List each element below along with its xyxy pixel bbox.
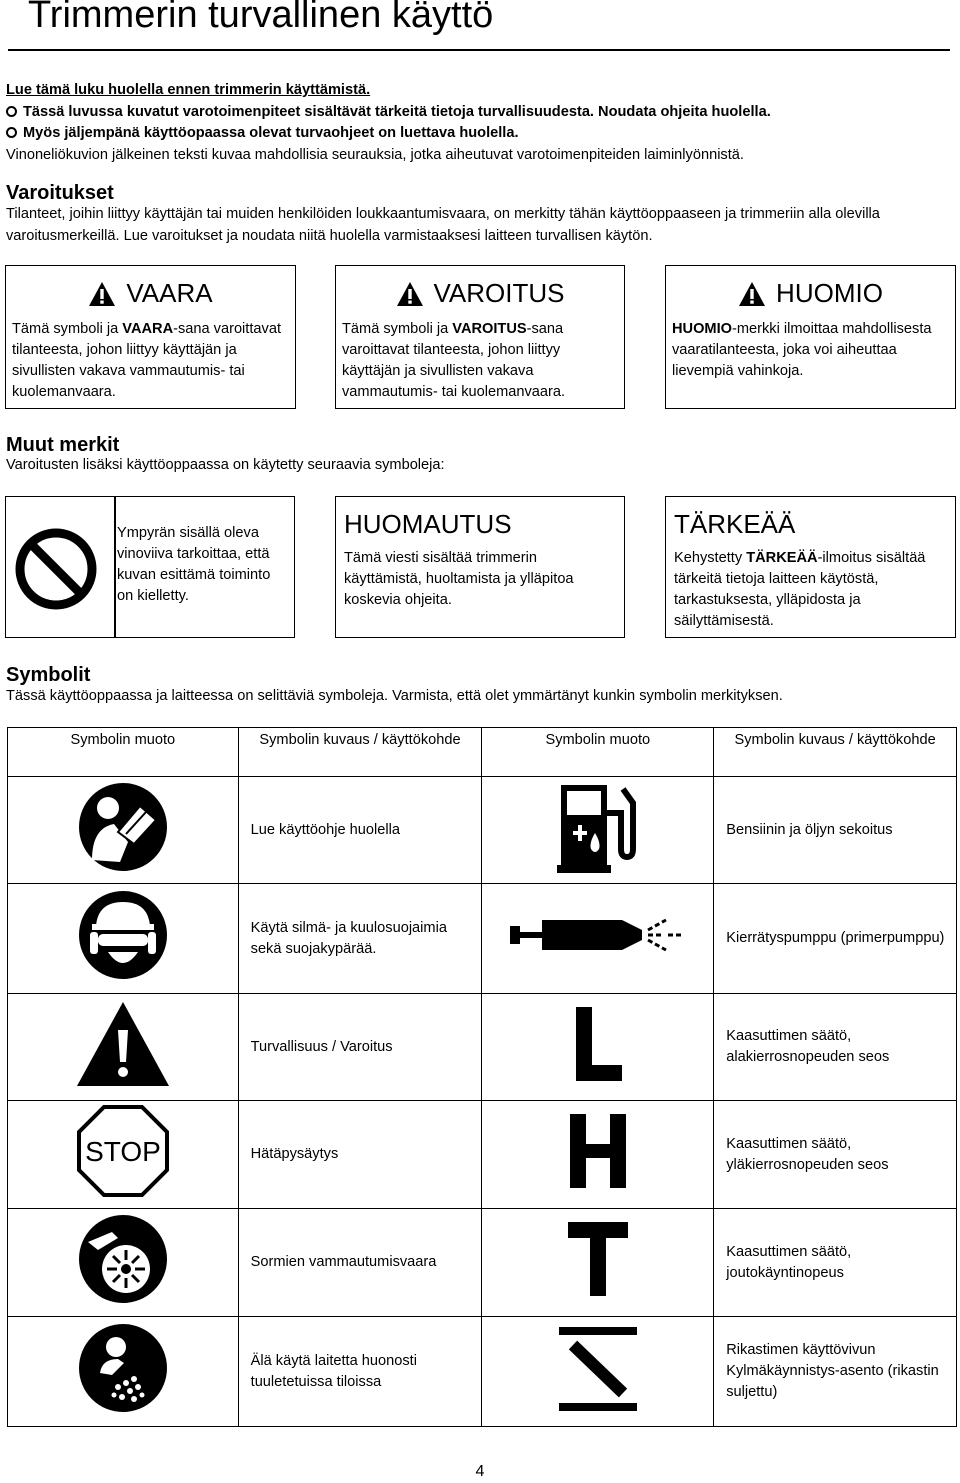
vaara-box [5,265,296,409]
symbol-description: Kaasuttimen säätö, yläkierrosnopeuden seos [714,1101,957,1209]
symbol-description: Käytä silmä- ja kuulosuojaimia sekä suojakypärää. [238,884,482,994]
symbol-cell [8,884,239,994]
title-rule [8,49,950,51]
read-manual-icon [78,782,168,872]
table-header-cell: Symbolin muoto [8,728,239,777]
vaara-header: VAARA [6,278,295,309]
prohibited-divider [114,497,116,637]
eye-ear-head-protection-icon [78,890,168,980]
varoitus-box [335,265,625,409]
symbol-cell [482,994,714,1101]
huomautus-text: Tämä viesti sisältää trimmerin käyttämistä, huoltamista ja ylläpitoa koskevia ohjeita. [344,550,574,608]
symbolit-text: Tässä käyttöoppaassa ja laitteessa on selittäviä symboleja. Varmista, että olet ymmärtänyt kunkin symbolin merkityksen. [6,688,783,704]
intro-line-3: Myös jäljempänä käyttöopaassa olevat turvaohjeet on luettava huolella. [6,123,956,145]
symbol-description: Sormien vammautumisvaara [238,1209,482,1317]
page-title: Trimmerin turvallinen käyttö [28,0,494,36]
varoitukset-text: Tilanteet, joihin liittyy käyttäjän tai muiden henkilöiden loukkaantumisvaara, on merkitty tähän käyttöoppaaseen ja trimmeriin alla olevilla varoitusmerkeillä. Lue varoitukset ja noudata niitä huolella varmistaaksesi laitteen turvallisen käytön. [6,206,880,244]
letter-l-icon [558,999,638,1089]
tarkeaa-text: Kehystetty TÄRKEÄÄ-ilmoitus sisältää tärkeitä tietoja laitteen käytöstä, tarkastuksesta, ylläpidosta ja säilyttämisestä. [674,550,926,629]
symbol-description: Kaasuttimen säätö, alakierrosnopeuden seos [714,994,957,1101]
vaara-text: Tämä symboli ja VAARA-sana varoittavat tilanteesta, johon liittyy käyttäjän ja sivullisten vakava vammautumis- tai kuolemanvaara. [12,321,281,400]
svg-text:STOP: STOP [84,1136,161,1167]
safety-warning-icon [75,1000,171,1088]
huomautus-title: HUOMAUTUS [344,509,512,539]
intro-line-1: Lue tämä luku huolella ennen trimmerin käyttämistä. [6,82,371,98]
symbol-cell [482,1209,714,1317]
table-header-row [8,728,957,777]
varoitus-header: VAROITUS [336,278,624,309]
symbol-table [7,727,957,1427]
table-row [8,884,957,994]
page-number: 4 [475,1463,485,1480]
symbol-cell [8,1209,239,1317]
table-header-cell: Symbolin muoto [482,728,714,777]
symbolit-heading: Symbolit [6,664,91,686]
symbol-description: Kierrätyspumppu (primerpumppu) [714,884,957,994]
table-row [8,1209,957,1317]
choke-closed-icon [553,1323,643,1413]
symbol-cell [8,994,239,1101]
symbol-cell [482,884,714,994]
muut-merkit-heading: Muut merkit [6,434,120,456]
symbol-cell [8,777,239,884]
muut-merkit-text: Varoitusten lisäksi käyttöoppaassa on käytetty seuraavia symboleja: [6,457,445,473]
varoitus-text: Tämä symboli ja VAROITUS-sana varoittavat tilanteesta, johon liittyy käyttäjän ja sivullisten vakava vammautumis- tai kuolemanvaara. [342,321,566,400]
table-row [8,994,957,1101]
stop-icon [76,1104,170,1198]
table-header-cell: Symbolin kuvaus / käyttökohde [238,728,482,777]
huomio-text: HUOMIO-merkki ilmoittaa mahdollisesta vaaratilanteesta, joka voi aiheuttaa lievempiä vahinkoja. [672,321,932,379]
letter-t-icon [558,1214,638,1304]
symbol-description: Rikastimen käyttövivun Kylmäkäynnistys-asento (rikastin suljettu) [714,1317,957,1427]
symbol-description: Lue käyttöohje huolella [238,777,482,884]
intro-line-4: Vinoneliökuvion jälkeinen teksti kuvaa mahdollisia seurauksia, jotka aiheutuvat varotoimenpiteiden laiminlyönnistä. [6,146,744,163]
symbol-cell [482,777,714,884]
table-header-cell: Symbolin kuvaus / käyttökohde [714,728,957,777]
symbol-cell [8,1101,239,1209]
warning-triangle-icon [88,281,116,307]
symbol-description: Älä käytä laitetta huonosti tuuletetuissa tiloissa [238,1317,482,1427]
bullet-icon [6,106,17,117]
symbol-cell [482,1101,714,1209]
symbol-description: Kaasuttimen säätö, joutokäyntinopeus [714,1209,957,1317]
intro-block [6,80,956,166]
symbol-description: Hätäpysäytys [238,1101,482,1209]
prohibited-box [5,496,295,638]
fuel-pump-icon [553,779,643,875]
no-poor-ventilation-icon [78,1323,168,1413]
symbol-cell [482,1317,714,1427]
table-row [8,777,957,884]
table-row [8,1101,957,1209]
huomio-box [665,265,956,409]
symbol-cell [8,1317,239,1427]
warning-triangle-icon [396,281,424,307]
huomautus-box [335,496,625,638]
tarkeaa-title: TÄRKEÄÄ [674,509,796,539]
intro-line-2: Tässä luvussa kuvatut varotoimenpiteet sisältävät tärkeitä tietoja turvallisuudesta. Noudata ohjeita huolella. [6,102,956,124]
letter-h-icon [558,1106,638,1196]
bullet-icon [6,127,17,138]
table-row [8,1317,957,1427]
symbol-description: Turvallisuus / Varoitus [238,994,482,1101]
tarkeaa-box [665,496,956,638]
varoitukset-heading: Varoitukset [6,182,114,204]
primer-pump-icon [508,900,688,970]
warning-triangle-icon [738,281,766,307]
prohibited-text: Ympyrän sisällä oleva vinoviiva tarkoittaa, että kuvan esittämä toiminto on kielletty. [117,525,271,604]
symbol-description: Bensiinin ja öljyn sekoitus [714,777,957,884]
prohibited-icon [14,527,98,611]
finger-injury-icon [78,1214,168,1304]
huomio-header: HUOMIO [666,278,955,309]
